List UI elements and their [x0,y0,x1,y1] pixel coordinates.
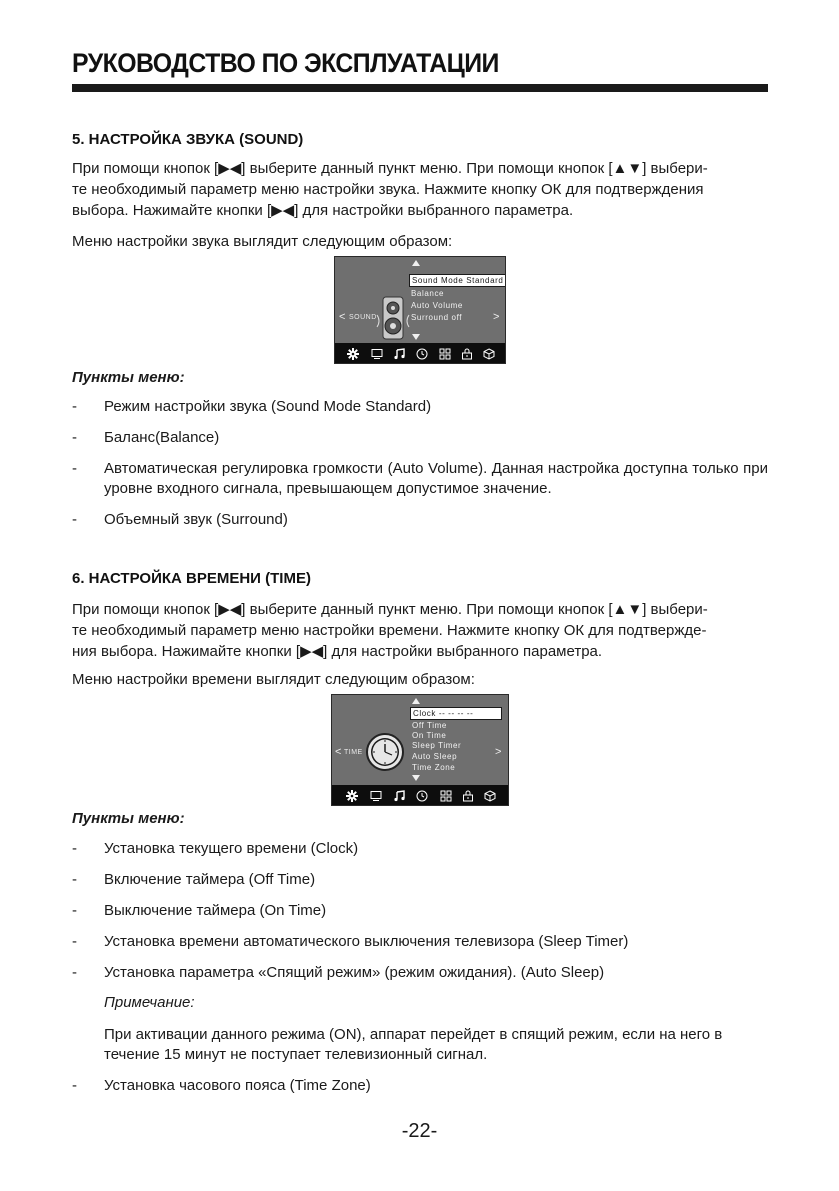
sound-screen-label: SOUND [349,314,377,321]
clock-face-icon [366,733,404,771]
page-header [72,48,768,79]
time-intro-line-3: ния выбора. Нажимайте кнопки [▶◀] для настройки выбранного параметра. [72,643,603,660]
sound-menu-screen [334,256,506,364]
header-rule [72,84,768,92]
note-title: Примечание: [104,994,195,1011]
page-title: РУКОВОДСТВО ПО ЭКСПЛУАТАЦИИ [72,48,499,78]
sound-menu-items-title: Пункты меню: [72,369,185,386]
music-icon[interactable] [393,348,405,360]
time-menu-item-auto-sleep[interactable]: Auto Sleep [412,752,458,761]
lock-icon[interactable] [462,790,474,802]
grid-icon[interactable] [440,790,452,802]
up-arrow-icon [412,260,420,266]
left-arrow-icon: < [335,746,342,758]
right-arrow-icon: > [495,746,502,758]
time-menu-item-off-time[interactable]: Off Time [412,721,447,730]
sound-menu-item-balance[interactable]: Balance [411,289,445,298]
left-arrow-icon: < [339,311,346,323]
sound-menu-item-sound-mode[interactable]: Sound Mode Standard [409,274,506,287]
sound-intro-line-1: При помощи кнопок [▶◀] выберите данный пункт меню. При помощи кнопок [▲▼] выбери- [72,160,708,177]
music-icon[interactable] [393,790,405,802]
box-icon[interactable] [483,348,495,360]
time-menu-screen [331,694,509,806]
box-icon[interactable] [484,790,496,802]
time-menu-item-clock[interactable]: Clock -- -- -- -- [410,707,502,720]
time-screen-label: TIME [344,749,363,756]
monitor-icon[interactable] [371,348,383,360]
time-menu-item-sleep-timer[interactable]: Sleep Timer [412,741,462,750]
sound-menu-item-surround[interactable]: Surround off [411,313,463,322]
right-arrow-icon: > [493,311,500,323]
monitor-icon[interactable] [370,790,382,802]
note-text: При активации данного режима (ON), аппарат перейдет в спящий режим, если на него в течение 15 минут не поступает телевизионный сигнал. [104,1026,723,1063]
time-menu-item-on-time[interactable]: On Time [412,731,447,740]
time-menu-items-title: Пункты меню: [72,810,185,827]
sound-menu-item-auto-volume[interactable]: Auto Volume [411,301,463,310]
page-number: -22- [401,1120,438,1142]
sound-section-title: 5. НАСТРОЙКА ЗВУКА (SOUND) [72,131,304,148]
gear-icon[interactable] [347,348,359,360]
speaker-icon [375,295,411,341]
grid-icon[interactable] [439,348,451,360]
clock-icon[interactable] [416,790,428,802]
tv-bottom-bar [335,343,505,363]
time-intro-line-1: При помощи кнопок [▶◀] выберите данный пункт меню. При помощи кнопок [▲▼] выбери- [72,601,708,618]
gear-icon[interactable] [346,790,358,802]
sound-menu-lead: Меню настройки звука выглядит следующим образом: [72,233,453,250]
sound-intro-line-2: те необходимый параметр меню настройки звука. Нажмите кнопку ОК для подтверждения [72,181,704,198]
down-arrow-icon [412,334,420,340]
up-arrow-icon [412,698,420,704]
time-menu-item-time-zone[interactable]: Time Zone [412,763,456,772]
time-section-title: 6. НАСТРОЙКА ВРЕМЕНИ (TIME) [72,570,311,587]
down-arrow-icon [412,775,420,781]
time-intro-line-2: те необходимый параметр меню настройки времени. Нажмите кнопку ОК для подтвержде- [72,622,707,639]
time-menu-lead: Меню настройки времени выглядит следующим образом: [72,671,475,688]
lock-icon[interactable] [461,348,473,360]
clock-icon[interactable] [416,348,428,360]
sound-intro-line-3: выбора. Нажимайте кнопки [▶◀] для настройки выбранного параметра. [72,202,574,219]
tv-bottom-bar [332,785,508,805]
